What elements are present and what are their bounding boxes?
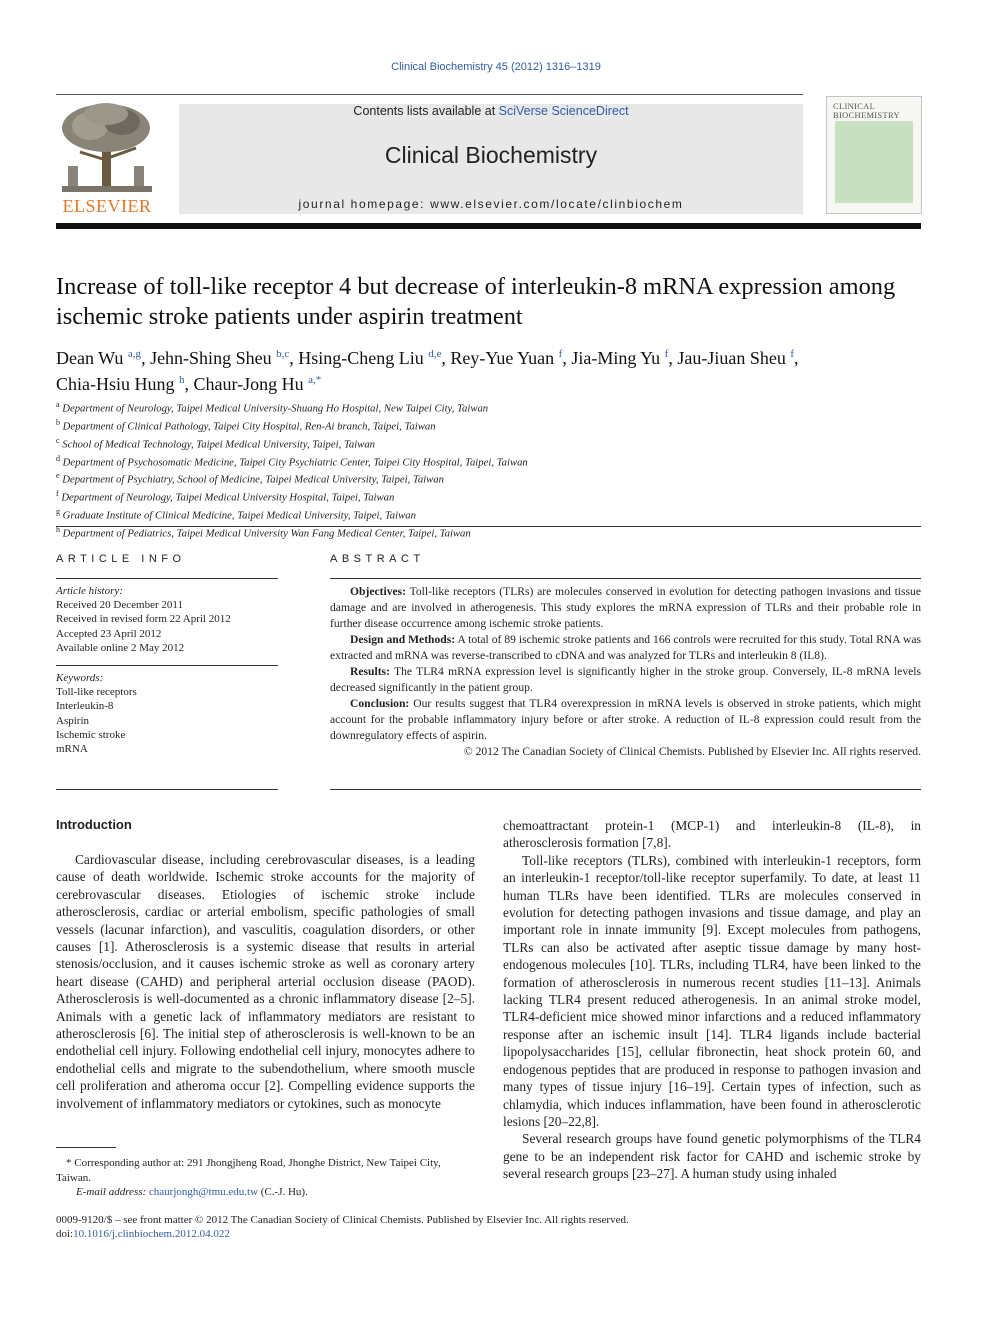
affiliation-key: g bbox=[56, 507, 60, 517]
abstract-conclusion bbox=[330, 696, 921, 744]
affiliation-text: Department of Neurology, Taipei Medical University Hospital, Taipei, Taiwan bbox=[61, 491, 395, 504]
homepage-prefix: journal homepage: bbox=[298, 197, 431, 211]
email-line bbox=[56, 1185, 475, 1200]
section-label: Results: bbox=[350, 665, 390, 678]
affiliation-divider bbox=[56, 526, 921, 527]
author-affil-sup[interactable]: f bbox=[790, 348, 794, 360]
affiliation-text: Department of Psychiatry, School of Medicine, Taipei Medical University, Taipei, Taiwan bbox=[62, 474, 444, 486]
affiliation-item bbox=[56, 505, 922, 523]
author-name[interactable]: Chaur-Jong Hu bbox=[193, 374, 304, 394]
author-name[interactable]: Jehn-Shing Sheu bbox=[150, 348, 272, 368]
doi-prefix: doi: bbox=[56, 1228, 74, 1240]
left-column bbox=[56, 851, 475, 1112]
author-name[interactable]: Jia-Ming Yu bbox=[571, 348, 661, 368]
abstract-body bbox=[330, 584, 921, 760]
article-info-heading: ARTICLE INFO bbox=[56, 553, 186, 565]
email-label: E-mail address: bbox=[76, 1186, 149, 1198]
affiliation-key: e bbox=[56, 471, 60, 481]
contents-prefix: Contents lists available at bbox=[353, 104, 499, 118]
contents-line bbox=[179, 104, 803, 118]
affiliation-item bbox=[56, 487, 922, 505]
intro-paragraph: Several research groups have found genetic polymorphisms of the TLR4 gene to be an independent risk factor for CAHD and ischemic stroke by several research groups [23–27]. A human study using inhaled bbox=[503, 1131, 921, 1182]
journal-cover-thumbnail[interactable] bbox=[826, 96, 922, 214]
abstract-heading: ABSTRACT bbox=[330, 553, 425, 565]
doi-link[interactable]: 10.1016/j.clinbiochem.2012.04.022 bbox=[73, 1228, 230, 1240]
journal-citation[interactable]: Clinical Biochemistry 45 (2012) 1316–1319 bbox=[391, 61, 601, 73]
history-item: Received 20 December 2011 bbox=[56, 599, 183, 612]
author-name[interactable]: Hsing-Cheng Liu bbox=[298, 348, 424, 368]
footnote-rule bbox=[56, 1147, 116, 1148]
keyword-item: Aspirin bbox=[56, 714, 89, 727]
keyword-item: Interleukin-8 bbox=[56, 700, 114, 713]
issn-line: 0009-9120/$ – see front matter © 2012 The Canadian Society of Clinical Chemists. Published by Elsevier Inc. All rights reserved. bbox=[56, 1214, 629, 1226]
footnote-block bbox=[56, 1156, 475, 1200]
intro-paragraph: Cardiovascular disease, including cerebrovascular diseases, is a leading cause of death worldwide. Ischemic stroke accounts for the majority of cerebrovascular diseases. Etiologies of ischemic stroke include atherosclerosis, cardiac or arterial embolism, specific pathologies of small vessels (lacunar infarction), and vasculitis, coagulation disorders, or other causes [1]. Atherosclerosis is a systemic disease that results in arterial stenosis/occlusion, and it causes ischemic stroke as well as coronary artery heart disease (CAHD) and peripheral arterial occlusion disease (PAOD). Atherosclerosis is well-documented as a chronic inflammatory disease [2–5]. Animals with a genetic lack of inflammatory mediators are resistant to atherosclerosis [6]. The initial step of atherosclerosis is well-known to be an endothelial cell injury. Following endothelial cell injury, monocytes adhere to endothelial cells and migrate to the subendothelium, where smooth muscle cell proliferation and atheroma occur [2]. Compelling evidence supports the involvement of inflammatory mediators or cytokines, such as monocyte bbox=[56, 852, 475, 1111]
cover-panel bbox=[835, 121, 913, 203]
author-affil-sup[interactable]: a,g bbox=[127, 348, 142, 360]
bottom-metadata bbox=[56, 1213, 629, 1241]
author-name[interactable]: Chia-Hsiu Hung bbox=[56, 374, 175, 394]
author-affil-sup[interactable]: f bbox=[664, 348, 669, 360]
email-link[interactable]: chaurjongh@tmu.edu.tw bbox=[148, 1186, 259, 1198]
header-bottom-bar bbox=[56, 223, 921, 229]
affiliation-key: b bbox=[56, 417, 60, 427]
affiliation-item bbox=[56, 416, 922, 434]
keyword-item: Ischemic stroke bbox=[56, 728, 126, 741]
history-item: Accepted 23 April 2012 bbox=[56, 627, 162, 640]
abstract-results bbox=[330, 664, 921, 696]
affiliation-item bbox=[56, 398, 922, 416]
affiliation-key: d bbox=[56, 453, 60, 463]
affiliation-item bbox=[56, 469, 922, 487]
affiliation-text: Department of Clinical Pathology, Taipei City Hospital, Ren-Ai branch, Taipei, Taiwan bbox=[62, 420, 436, 433]
intro-paragraph: Toll-like receptors (TLRs), combined with interleukin-1 receptors, form an interleukin-1 receptor/toll-like receptor superfamily. To date, at least 11 human TLRs have been identified. TLRs are molecules conserved in evolution for detecting pathogen invasions and tissue damage, and play an important role in innate immunity [9]. Except molecules from pathogens, TLRs can also be activated after aseptic tissue damage by many host-endogenous molecules [10]. TLRs, including TLR4, have been linked to the formation of atherosclerosis in numerous recent studies [11–13]. Animals lacking TLR4 present reduced atherogenesis. In an animal stroke model, TLR4-deficient mice showed minor infarctions and a reduced inflammatory response after an ischemic insult [14]. TLR4 ligands include bacterial lipopolysaccharides [15], cellular fibronectin, heat shock protein 60, and endogenous peptides that are produced in response to pathogen invasion and many types of tissue injury [16–19]. Certain types of infection, such as chlamydia, which induces inflammation, have been found in atherosclerotic lesions [20–22,8]. bbox=[503, 852, 921, 1129]
section-label: Objectives: bbox=[350, 585, 407, 598]
article-history bbox=[56, 584, 278, 655]
affiliation-item bbox=[56, 434, 922, 452]
doi-line bbox=[56, 1227, 629, 1241]
affiliation-key: a bbox=[56, 400, 60, 409]
abstract-objectives bbox=[330, 584, 921, 632]
affiliation-text: Department of Psychosomatic Medicine, Taipei City Psychiatric Center, Taipei City Hospital, Taipei, Taiwan bbox=[62, 456, 528, 469]
tree-icon bbox=[56, 100, 158, 196]
header-top-rule bbox=[56, 94, 803, 95]
section-text: Toll-like receptors (TLRs) are molecules conserved in evolution for detecting pathogen invasions and tissue damage and are involved in atherogenesis. This study explores the mRNA expression of TLRs and their probable role in further disease occurrence among ischemic stroke patients. bbox=[330, 585, 921, 630]
article-title: Increase of toll-like receptor 4 but decrease of interleukin-8 mRNA expression among ischemic stroke patients under aspirin treatment bbox=[56, 273, 896, 330]
author-name[interactable]: Dean Wu bbox=[56, 348, 124, 368]
keyword-item: Toll-like receptors bbox=[56, 686, 137, 699]
introduction-heading: Introduction bbox=[56, 817, 132, 832]
history-item: Received in revised form 22 April 2012 bbox=[56, 613, 231, 626]
section-label: Design and Methods: bbox=[350, 633, 456, 646]
affiliation-item bbox=[56, 452, 922, 470]
journal-name: Clinical Biochemistry bbox=[384, 142, 598, 168]
affiliation-key: h bbox=[56, 525, 60, 535]
cover-title: CLINICAL BIOCHEMISTRY bbox=[833, 101, 900, 120]
section-text: The TLR4 mRNA expression level is significantly higher in the stroke group. Conversely, IL-8 mRNA levels decreased significantly in the patient group. bbox=[330, 665, 921, 694]
affiliation-text: Department of Pediatrics, Taipei Medical University Wan Fang Medical Center, Taipei, Taiwan bbox=[62, 527, 471, 540]
article-info-rule-top bbox=[56, 578, 278, 579]
section-text: A total of 89 ischemic stroke patients and 166 controls were recruited for this study. Total RNA was extracted and mRNA was reverse-transcribed to cDNA and was analyzed for TLRs and interleukin 8 (IL8). bbox=[330, 633, 921, 662]
keyword-item: mRNA bbox=[56, 743, 88, 756]
affiliation-text: School of Medical Technology, Taipei Medical University, Taipei, Taiwan bbox=[62, 438, 376, 451]
affiliation-key: c bbox=[56, 435, 60, 445]
author-affil-sup[interactable]: f bbox=[558, 348, 563, 360]
keywords-block bbox=[56, 671, 278, 756]
author-affil-sup[interactable]: b,c bbox=[276, 348, 290, 360]
affiliation-text: Department of Neurology, Taipei Medical University-Shuang Ho Hospital, New Taipei City, Taiwan bbox=[62, 402, 489, 415]
affiliation-text: Graduate Institute of Clinical Medicine, Taipei Medical University, Taipei, Taiwan bbox=[62, 509, 416, 522]
corresponding-author-note: * Corresponding author at: 291 Jhongjheng Road, Jhonghe District, New Taipei City, Taiwan. bbox=[56, 1157, 441, 1184]
author-affil-sup[interactable]: h bbox=[179, 374, 185, 386]
abstract-copyright: © 2012 The Canadian Society of Clinical Chemists. Published by Elsevier Inc. All rights reserved. bbox=[463, 745, 921, 758]
email-suffix: (C.-J. Hu). bbox=[258, 1186, 308, 1198]
history-item: Available online 2 May 2012 bbox=[56, 641, 185, 654]
homepage-link[interactable]: www.elsevier.com/locate/clinbiochem bbox=[430, 197, 684, 211]
section-text: Our results suggest that TLR4 overexpression in mRNA levels is observed in stroke patients, which might account for the probable inflammatory injury before or after stroke. A reduction of IL-8 expression could result from the downregulatory effects of aspirin. bbox=[330, 697, 921, 742]
sciencedirect-link[interactable]: SciVerse ScienceDirect bbox=[498, 104, 629, 118]
author-affil-sup[interactable]: a,* bbox=[308, 374, 322, 386]
history-label: Article history: bbox=[56, 585, 123, 597]
abstract-rule-top bbox=[330, 578, 921, 579]
keywords-rule bbox=[56, 665, 278, 666]
affiliation-list bbox=[56, 398, 922, 541]
intro-paragraph: chemoattractant protein-1 (MCP-1) and interleukin-8 (IL-8), in atherosclerosis formation [7,8]. bbox=[503, 818, 921, 851]
elsevier-wordmark[interactable]: ELSEVIER bbox=[62, 196, 152, 216]
affiliation-key: f bbox=[56, 489, 59, 499]
right-column bbox=[503, 817, 921, 1183]
article-info-rule-bottom bbox=[56, 789, 278, 790]
journal-homepage bbox=[179, 197, 803, 211]
abstract-rule-bottom bbox=[330, 789, 921, 790]
keywords-label: Keywords: bbox=[56, 672, 104, 684]
author-affil-sup[interactable]: d,e bbox=[428, 348, 442, 360]
author-name[interactable]: Jau-Jiuan Sheu bbox=[677, 348, 786, 368]
section-label: Conclusion: bbox=[350, 697, 410, 710]
author-name[interactable]: Rey-Yue Yuan bbox=[450, 348, 555, 368]
abstract-methods bbox=[330, 632, 921, 664]
author-list: Dean Wu $^{a,g}$, Jehn-Shing Sheu $^{b,c}$, Hsing-Cheng Liu $^{d,e}$, Rey-Yue Yuan $^f$, Jia-Ming Yu $^f$, Jau-Jiuan Sheu $^f$, Chia-Hsiu Hung $^h$, Chaur-Jong Hu $^{a,*}$ bbox=[56, 348, 799, 394]
